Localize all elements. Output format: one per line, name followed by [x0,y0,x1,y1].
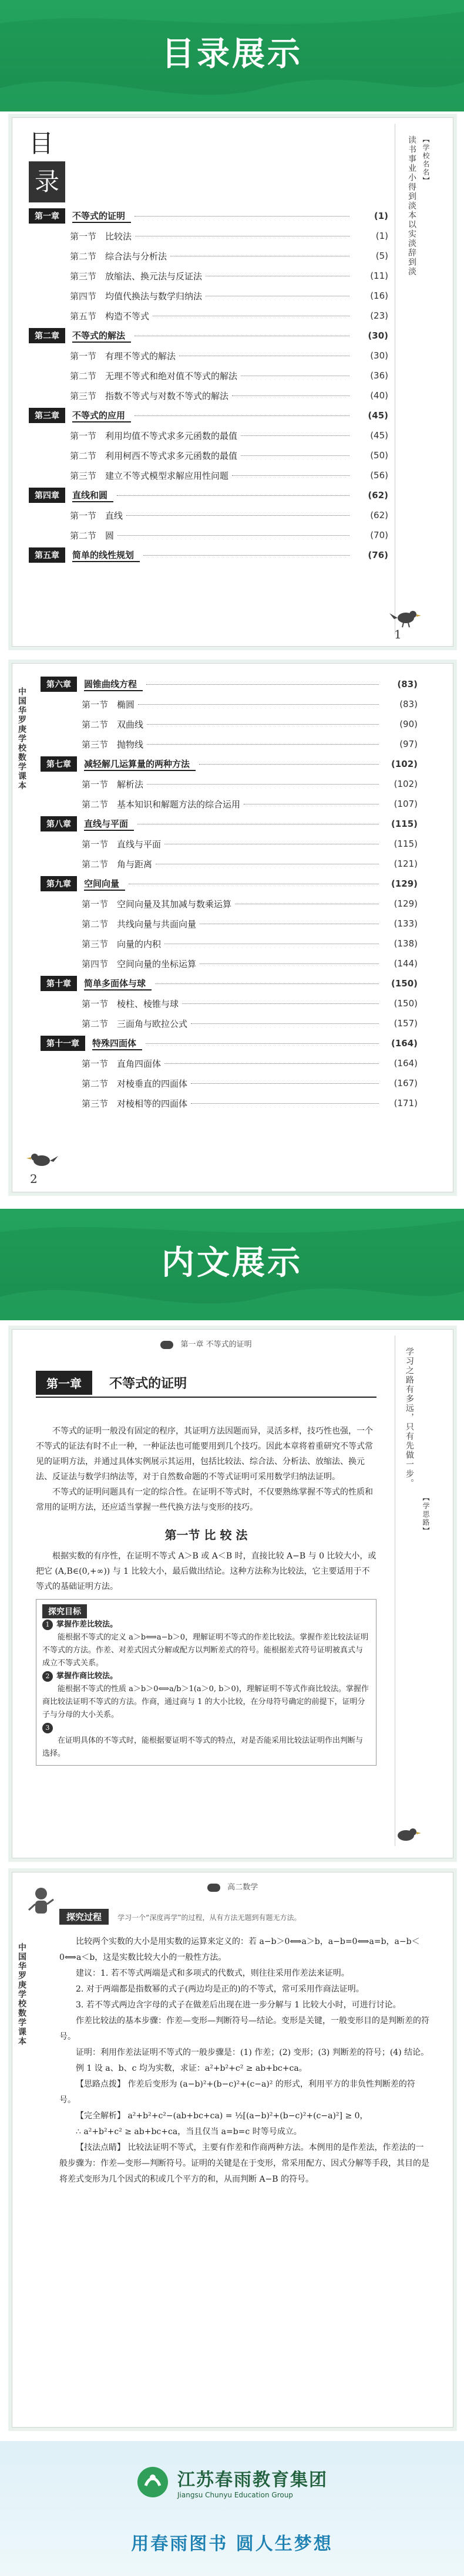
dot-leader [147,783,379,785]
toc2-side-text: 中国华罗庚学校数学课本 [17,687,26,790]
dot-leader [146,684,379,685]
content-page-1 [12,1329,453,1858]
section-label: 第一节 [82,998,109,1009]
dot-leader [156,863,379,864]
toc2-page-number: 2 [30,1172,38,1186]
toc-list-2 [41,674,418,1113]
section-label: 第三节 [82,1098,109,1109]
dot-leader [191,1023,379,1024]
dot-leader [232,475,349,476]
toc-section-row[interactable] [41,774,418,794]
toc-section-row[interactable] [41,1073,418,1093]
toc-page-1 [12,117,453,647]
page-ref: (150) [394,998,418,1009]
body-line: 【完全解析】 a²+b²+c²−(ab+bc+ca) = ½[(a−b)²+(b−c)²+(c−a)²] ≥ 0， [76,2111,368,2121]
chapter-label: 第七章 [41,756,77,772]
section-label: 第二节 [82,799,109,810]
section-title: 无理不等式和绝对值不等式的解法 [105,370,238,381]
body-line: 建议：1. 若不等式两端是式和多项式的代数式，则往往采用作差法来证明。 [76,1969,349,1978]
goal-list [42,1618,370,1760]
chapter-label: 第四章 [29,488,65,503]
chapter-label: 第九章 [41,876,77,891]
character-illustration-icon [26,1884,56,1919]
dot-leader [164,843,379,844]
body-line: ∴ a²+b²+c² ≥ ab+bc+ca，当且仅当 a=b=c 时等号成立。 [76,2127,302,2136]
toc-section-row[interactable] [41,734,418,754]
page-ref: (90) [399,719,418,729]
dot-leader [200,963,379,964]
explore-heading: 探究过程 [59,1909,109,1925]
publisher-slogan: 用春雨图书 圆人生梦想 [131,2534,333,2554]
intro-paragraph: 不等式的证明一般没有固定的程序，其证明方法因题而异，灵活多样，技巧性也强，一个不等式的证法有时不止一种，一种证法也可能要用到几个技巧。因此本章将着重研究不等式常见的证明方法，并通过具体实例展示其运用，包括比较法、综合法、分析法、放缩法、换元法、反证法与数学归纳法等，对于自然数命题的不等式证明可采用数学归纳法证明。 [36,1426,373,1482]
section-label: 第二节 [70,450,97,461]
dot-leader [206,295,349,296]
section-label: 第二节 [70,370,97,381]
dot-leader [244,803,379,804]
toc-page-2 [12,663,453,1192]
section-label: 第一节 [82,699,109,710]
toc-section-row[interactable] [41,854,418,874]
toc-section-row[interactable] [29,246,388,266]
page-ref: (164) [394,1058,418,1069]
toc-chapter-row[interactable] [29,405,388,425]
section-title: 棱柱、棱锥与球 [117,998,179,1009]
chapter-label: 第十一章 [41,1036,85,1051]
toc-chapter-row[interactable] [29,545,388,565]
dot-leader [164,943,379,944]
section-title: 双曲线 [117,719,144,730]
goal-item [42,1670,370,1722]
page-ref: (129) [391,878,418,889]
chapter-title: 简单多面体与球 [84,977,152,990]
page-ref: (56) [370,470,388,481]
running-head-ornament-icon [160,1341,173,1349]
section-label: 第三节 [82,739,109,750]
toc-section-row[interactable] [41,794,418,814]
page-ref: (83) [397,679,418,689]
toc-section-row[interactable] [41,694,418,714]
toc-section-row[interactable] [41,714,418,734]
toc-section-row[interactable] [29,346,388,366]
goal-text: 能根据不等式的性质 a＞b＞0⟺a/b＞1(a＞0, b＞0)，理解证明不等式作商比较法。掌握作商比较法证明不等式的方法。作商，通过商与 1 的大小比较，在分母符号确定的前提下，证明分子与分母的大小关系。 [42,1685,369,1719]
chapter-label: 第一章 [36,1371,92,1395]
section-title: 综合法与分析法 [105,251,167,262]
body-line: 3. 若不等式两边含字母的式子在做差后出现在进一步分解与 1 比较大小时，可进行讨论。 [76,2000,401,2010]
section-title: 基本知识和解题方法的综合运用 [117,799,241,810]
goal-number: 1 [42,1620,53,1630]
section-title: 指数不等式与对数不等式的解法 [105,390,229,401]
dot-leader [146,1043,379,1044]
section-label: 第三节 [70,271,97,282]
section-label: 第一节 [82,1058,109,1069]
toc-section-row[interactable] [41,1053,418,1073]
section-title: 对棱相等的四面体 [117,1098,188,1109]
page-ref: (1) [374,211,388,221]
explore-body [59,1934,429,2188]
section-title: 空间向量及其加减与数乘运算 [117,898,232,910]
toc-heading-char-1: 目 [29,129,54,158]
toc-section-row[interactable] [29,505,388,525]
page-ref: (164) [391,1038,418,1049]
goal-text: 在证明具体的不等式时，能根据要证明不等式的特点，对是否能采用比较法证明作出判断与选择。 [42,1736,364,1758]
page-ref: (30) [370,350,388,361]
running-head [12,1881,453,1892]
dot-leader [179,355,349,356]
bird-illustration-icon [388,1823,423,1846]
toc-section-row[interactable] [41,914,418,934]
goal-title: 掌握作商比较法。 [56,1672,118,1681]
dot-leader [135,415,349,416]
dot-leader [129,883,379,884]
section-label: 第一节 [70,510,97,521]
toc-section-row[interactable] [29,445,388,465]
explore-header [59,1909,429,1925]
dot-leader [138,704,379,705]
section-title: 角与距离 [117,858,153,870]
banner-content [0,1209,464,1320]
section-label: 第二节 [82,858,109,870]
section-label: 第一节 [82,839,109,850]
page-ref: (40) [370,390,388,401]
section-label: 第二节 [82,918,109,929]
chapter-title: 不等式的应用 [72,409,131,422]
content-side-text: 学习之路有多远，只有先做一步。 [405,1347,414,1488]
chapter-title: 减轻解几运算量的两种方法 [84,758,196,771]
dot-leader [199,763,379,765]
goal-item [42,1618,370,1670]
toc-section-row[interactable] [29,306,388,326]
page-ref: (1) [375,231,388,241]
running-head [12,1338,400,1349]
toc-section-row[interactable] [41,934,418,954]
section-title: 构造不等式 [105,310,150,322]
dot-leader [241,455,349,456]
content-side-strip [395,1336,442,1846]
section-title: 空间向量的坐标运算 [117,958,197,969]
dot-leader [241,435,349,436]
dot-leader [164,1063,379,1064]
dot-leader [170,255,349,256]
chapter-title: 不等式的证明 [72,209,131,223]
section-title: 三面角与欧拉公式 [117,1018,188,1029]
page-ref: (115) [394,839,418,849]
toc-side-strip [395,124,442,634]
chapter-title: 不等式的解法 [72,329,131,343]
chapter-title: 不等式的证明 [109,1377,187,1391]
page-ref: (121) [394,858,418,869]
dot-leader [182,1003,379,1004]
page-ref: (133) [394,918,418,929]
chapter-intro [36,1424,376,1770]
chapter-title: 直线与平面 [84,817,134,831]
dot-leader [117,495,349,496]
banner-title: 目录展示 [162,35,302,73]
running-head-text: 第一章 不等式的证明 [180,1340,252,1349]
toc2-side-strip [16,687,33,898]
banner-title: 内文展示 [162,1244,302,1282]
dot-leader [191,1103,379,1104]
dot-leader [137,823,379,824]
toc-section-row[interactable] [29,525,388,545]
toc-page-number: 1 [394,627,402,641]
chapter-label: 第三章 [29,408,65,423]
chapter-label: 第八章 [41,816,77,831]
page-ref: (36) [370,370,388,381]
page-ref: (45) [368,410,388,421]
publisher-name: 江苏春雨教育集团 [177,2470,328,2490]
toc-section-row[interactable] [29,425,388,445]
goal-box [36,1599,376,1766]
body-line: 比较两个实数的大小是用实数的运算来定义的：若 a−b＞0⟺a＞b，a−b=0⟺a=b，a−b＜0⟺a＜b，这是实数比较大小的一般性方法。 [59,1937,420,1962]
body-line: 作差比较法的基本步骤：作差—变形—判断符号—结论。变形是关键，一般变形目的是判断差的符号。 [59,2016,429,2041]
chapter-title: 特殊四面体 [92,1037,142,1050]
toc-section-row[interactable] [29,226,388,246]
page-ref: (70) [370,530,388,540]
section-title: 对棱垂直的四面体 [117,1078,188,1089]
section-label: 第三节 [70,470,97,481]
toc-section-row[interactable] [41,1013,418,1033]
goal-title: 掌握作差比较法。 [56,1620,118,1629]
content2-side-strip [16,1943,33,2154]
page-ref: (76) [368,550,388,560]
dot-leader [191,1083,379,1084]
section-title: 放缩法、换元法与反证法 [105,271,203,282]
section-title: 比较法 [105,231,132,242]
chapter-title: 直线和圆 [72,489,113,502]
section-label: 第一节 [70,350,97,361]
section-label: 第一节 [70,231,97,242]
section-title: 圆 [105,530,115,541]
dot-leader [235,903,379,904]
toc-chapter-row[interactable] [41,754,418,774]
dot-leader [135,235,349,236]
chapter-label: 第二章 [29,328,65,343]
page-ref: (138) [394,938,418,949]
toc-chapter-row[interactable] [41,674,418,694]
chapter-title: 圆锥曲线方程 [84,678,143,691]
section-label: 第四节 [82,958,109,969]
content2-side-text: 中国华罗庚学校数学课本 [17,1943,26,2046]
section-label: 第四节 [70,290,97,302]
section-title: 共线向量与共面向量 [117,918,197,929]
toc-section-row[interactable] [29,386,388,405]
section-label: 第一节 [82,779,109,790]
dot-leader [147,743,379,745]
page-ref: (129) [394,898,418,909]
page-ref: (62) [368,490,388,501]
toc-side-text: 读书事业小得到淡本以实淡辞到淡 [407,136,416,276]
publisher-logo-icon [135,2465,170,2500]
section-title: 第一节 比 较 法 [164,1528,248,1542]
page-ref: (102) [391,759,418,769]
dot-leader [143,555,349,556]
section-title: 解析法 [117,779,144,790]
explore-subtitle: 学习一个“深度再学”的过程，从有方法无题到有题无方法。 [117,1914,301,1922]
section-title: 均值代换法与数学归纳法 [105,290,203,302]
page-ref: (97) [399,739,418,749]
dot-leader [126,515,349,516]
toc-heading [29,130,65,202]
page-ref: (16) [370,290,388,301]
section-title: 建立不等式模型求解应用性问题 [105,470,229,481]
page-ref: (50) [370,450,388,461]
dot-leader [147,724,379,725]
toc-chapter-row[interactable] [41,814,418,834]
toc-section-row[interactable] [29,266,388,286]
toc-section-row[interactable] [41,993,418,1013]
page-ref: (11) [370,271,388,281]
chapter-label: 第五章 [29,547,65,563]
page-ref: (157) [394,1018,418,1029]
goal-heading: 探究目标 [42,1604,87,1618]
chapter-label: 第一章 [29,208,65,224]
toc-side-tag: 【学校名名】 [422,136,430,185]
toc-section-row[interactable] [41,834,418,854]
bird-illustration-icon [24,1148,59,1171]
toc-chapter-row[interactable] [41,874,418,894]
toc-section-row[interactable] [41,1093,418,1113]
page-ref: (167) [394,1078,418,1088]
content-side-tag: 【学思路】 [422,1494,430,1535]
page-ref: (102) [394,779,418,789]
dot-leader [155,983,379,984]
section-label: 第一节 [70,430,97,441]
page-ref: (144) [394,958,418,969]
section-intro: 根据实数的有序性，在证明不等式 A＞B 或 A＜B 时，直接比较 A−B 与 0 比较大小，或把它 (A,B∈(0,+∞)) 与 1 比较大小，最后做出结论。这种方法称为比较法，它主要适用于不等式的基础证明方法。 [36,1551,376,1591]
page-ref: (171) [394,1098,418,1108]
publisher-name-en: Jiangsu Chunyu Education Group [177,2491,293,2499]
dot-leader [232,395,349,396]
dot-leader [241,375,349,376]
toc-section-row[interactable] [29,366,388,386]
dot-leader [135,215,349,217]
chapter-title: 空间向量 [84,877,125,891]
page-ref: (62) [370,510,388,520]
page-ref: (150) [391,978,418,989]
dot-leader [153,315,349,316]
section-label: 第三节 [82,938,109,949]
page-ref: (45) [370,430,388,441]
section-label: 第二节 [70,530,97,541]
goal-number: 2 [42,1671,53,1682]
section-label: 第二节 [82,719,109,730]
section-label: 第二节 [70,251,97,262]
section-title: 向量的内积 [117,938,162,949]
section-title: 椭圆 [117,699,135,710]
body-line: 【技法点睛】 比较法证明不等式，主要有作差和作商两种方法。本例用的是作差法，作差法的一般步骤为：作差—变形—判断符号。证明的关键是在于变形，常采用配方、因式分解等手段，其目的是将差式变形为几个因式的积或几个平方的和，从而判断 A−B 的符号。 [59,2143,429,2184]
body-line: 证明：利用作差法证明不等式的一般步骤是：(1) 作差；(2) 变形；(3) 判断差的符号；(4) 结论。 [76,2048,429,2057]
bird-illustration-icon [388,605,423,628]
page-ref: (23) [370,310,388,321]
publisher-footer [0,2441,464,2576]
section-title: 利用均值不等式求多元函数的最值 [105,430,238,441]
chapter-title: 简单的线性规划 [72,549,140,562]
toc-section-row[interactable] [41,954,418,973]
chapter-label: 第六章 [41,677,77,692]
toc-list-1 [29,206,388,565]
running-head-text: 高二数学 [227,1883,258,1892]
page-ref: (83) [399,699,418,709]
page-ref: (115) [391,819,418,829]
section-label: 第五节 [70,310,97,322]
page-ref: (5) [375,251,388,261]
toc-chapter-row[interactable] [41,973,418,993]
section-label: 第二节 [82,1078,109,1089]
section-title: 直线与平面 [117,839,162,850]
goal-number: 3 [42,1723,53,1733]
publisher-logo [135,2465,328,2500]
section-title: 利用柯西不等式求多元函数的最值 [105,450,238,461]
section-title: 直角四面体 [117,1058,162,1069]
intro-paragraph: 不等式的证明问题具有一定的综合性。在证明不等式时，不仅要熟练掌握不等式的性质和常用的证明方法，还应适当掌握一些代换方法与变形的技巧。 [36,1488,373,1512]
banner-toc [0,0,464,111]
running-head-ornament-icon [207,1884,220,1892]
toc-chapter-row[interactable] [41,1033,418,1053]
toc-chapter-row[interactable] [29,485,388,505]
dot-leader [135,335,349,336]
page-ref: (107) [394,799,418,809]
goal-item [42,1722,370,1760]
dot-leader [117,535,349,536]
dot-leader [200,923,379,924]
page-ref: (30) [368,330,388,341]
section-label: 第一节 [82,898,109,910]
toc-section-row[interactable] [29,465,388,485]
section-label: 第二节 [82,1018,109,1029]
body-line: 2. 对于两端都是指数幂的式子(两边均是正的)的不等式，常可采用作商法证明。 [76,1985,364,1994]
toc-section-row[interactable] [29,286,388,306]
section-title: 抛物线 [117,739,144,750]
dot-leader [206,275,349,276]
toc-section-row[interactable] [41,894,418,914]
body-line: 【思路点拨】 作差后变形为 (a−b)²+(b−c)²+(c−a)² 的形式，利用平方的非负性判断差的符号。 [59,2080,415,2105]
chapter-header [36,1371,376,1398]
content-page-2 [12,1872,453,2428]
section-title: 直线 [105,510,123,521]
section-title: 有理不等式的解法 [105,350,176,361]
chapter-label: 第十章 [41,976,77,991]
toc-heading-char-2: 录 [29,161,65,202]
goal-text: 能根据不等式的定义 a＞b⟺a−b＞0，理解证明不等式的作差比较法。掌握作差比较法证明不等式的方法。作差、对差式因式分解或配方以判断差式的符号。能根据差式符号证明被真式与成立不等式关系。 [42,1633,369,1668]
body-line: 例 1 设 a、b、c 均为实数，求证：a²+b²+c² ≥ ab+bc+ca。 [76,2064,307,2073]
toc-chapter-row[interactable] [29,326,388,346]
toc-chapter-row[interactable] [29,206,388,226]
section-label: 第三节 [70,390,97,401]
